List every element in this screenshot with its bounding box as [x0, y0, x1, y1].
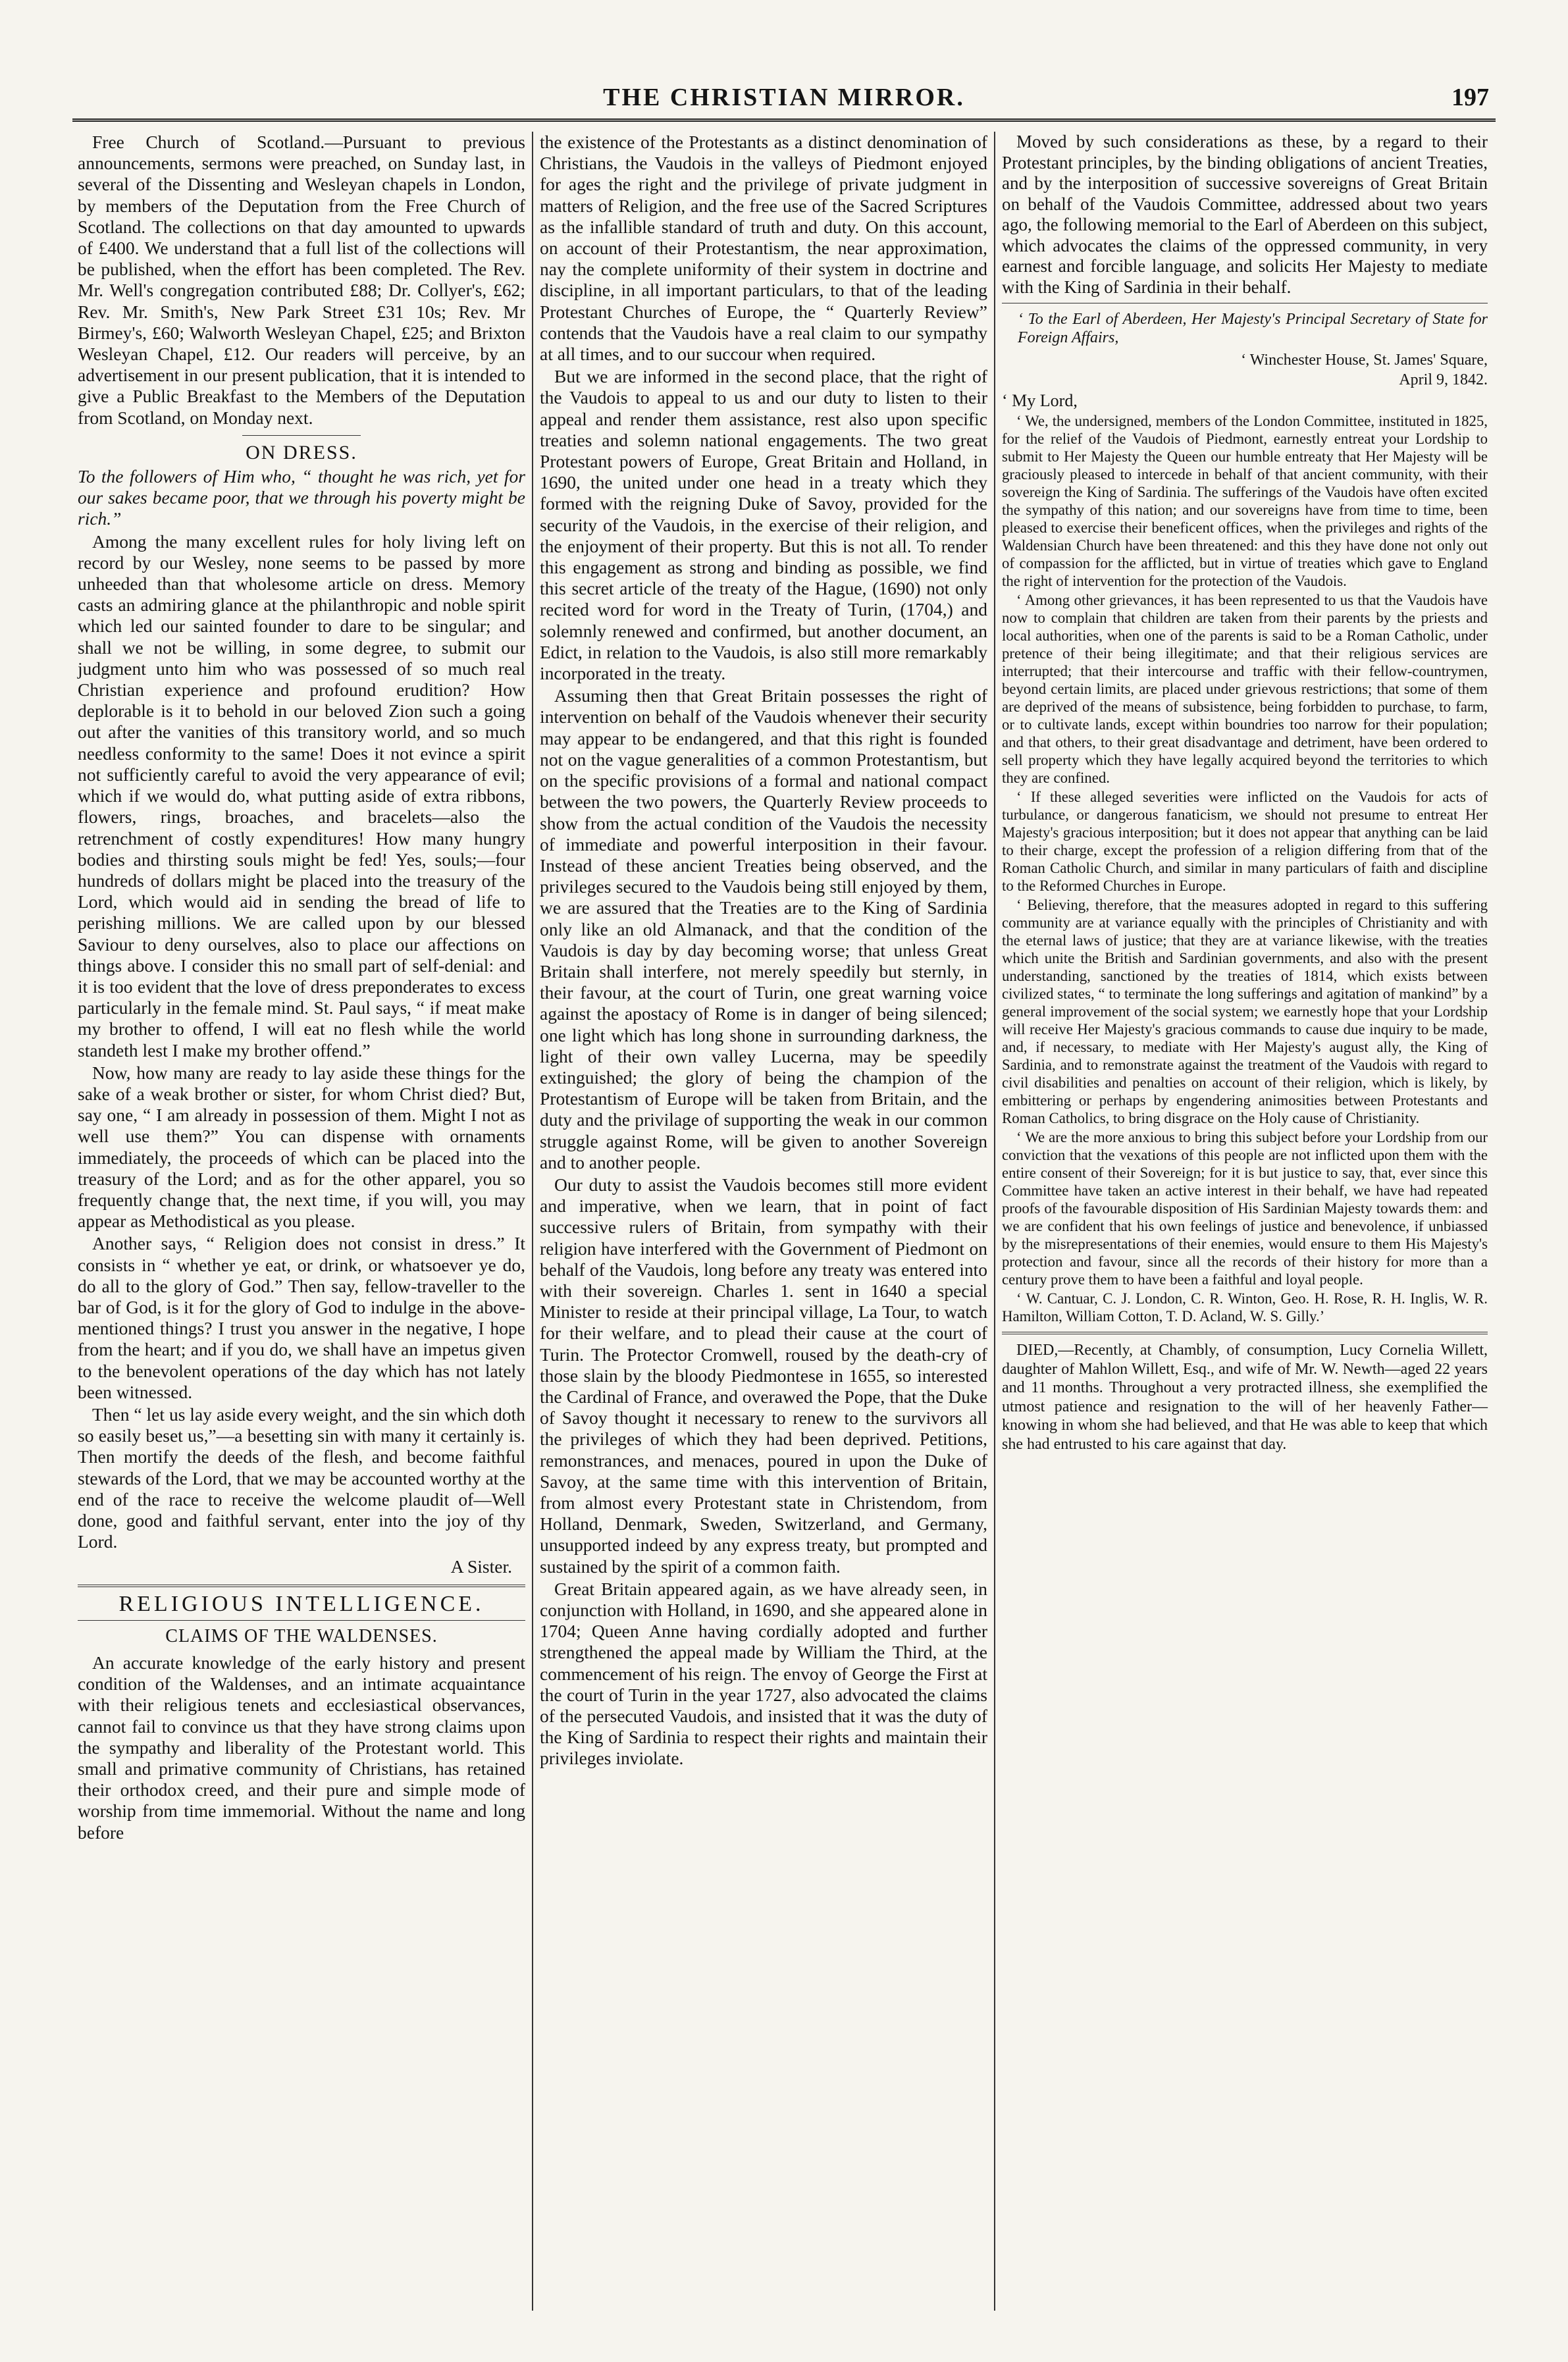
free-church-article: Free Church of Scotland.—Pursuant to previous announcements, sermons were preached, on Sunday last, in several of the Dissenting and Wesleyan chapels in London, by members of the Deputation from the Free Church of Scotland. The collections on that day amounted to upwards of £400. We understand that a full list of the collections will be published, when the effort has been completed. The Rev. Mr. Well's congregation contributed £88; Dr. Collyer's, £62; Rev. Mr. Smith's, New Park Street £31 10s; Rev. Mr Birmey's, £60; Walworth Wesleyan Chapel, £25; and Brixton Wesleyan Chapel, £12. Our readers will perceive, by an advertisement in our present publication, that it is intended to give a Public Breakfast to the Members of the Deputation from Scotland, on Monday next.: [78, 132, 525, 428]
letter-address: ‘ Winchester House, St. James' Square,: [1241, 352, 1488, 369]
column-divider-2: [994, 132, 995, 2311]
dress-paragraph: Another says, “ Religion does not consist in dress.” It consists in “ whether ye eat, or drink, or whatsoever ye do, do all to the glory of God.” Then say, fellow-traveller to the bar of God, is it for the glory of God to indulge in the above-mentioned things? I trust you answer in the negative, I hope from the heart; and if you do, we shall have an impetus given to the benevolent operations of the day which has not lately been witnessed.: [78, 1233, 525, 1402]
divider: [78, 1620, 525, 1621]
header-rule: [72, 118, 1496, 122]
section-rule: [78, 1585, 525, 1587]
claims-title: CLAIMS OF THE WALDENSES.: [165, 1625, 438, 1646]
religious-intelligence-title: RELIGIOUS INTELLIGENCE.: [118, 1591, 484, 1616]
memorial-paragraph: ‘ We, the undersigned, members of the London Committee, instituted in 1825, for the relief of the Vaudois of Piedmont, earnestly entreat your Lordship to submit to Her Majesty the Queen our humble entreaty that Her Majesty will be graciously pleased to intercede in behalf of that ancient community, with their sovereign the King of Sardinia. The sufferings of the Vaudois have often excited the sympathy of this nation; and our sovereigns have from time to time, been pleased to exercise their beneficent offices, when the privileges and rights of the Waldensian Church have been threatened: and this they have done not only out of compassion for the afflicted, but in virtue of treaties which gave to England the right of intervention for the protection of the Vaudois.: [1002, 413, 1488, 589]
claims-paragraph: Assuming then that Great Britain possesses the right of intervention on behalf of the Vaudois whenever their security may appear to be endangered, and that this right is founded not on the vague generalities of a common Protestantism, but on the specific provisions of a formal and national compact between the two powers, the Quarterly Review proceeds to show from the actual condition of the Vaudois the necessity of immediate and powerful interposition in their favour. Instead of these ancient Treaties being observed, and the privileges secured to the Vaudois being still enjoyed by them, we are assured that the Treaties are to the King of Sardinia only like an old Almanack, and that the condition of the Vaudois is day by day becoming worse; that unless Great Britain shall interfere, not merely speedily but sternly, in their favour, at the court of Turin, one great warning voice against the apostacy of Rome is in danger of being silenced; one light which has long shone in surrounding darkness, the light of their own valley Lucerna, may be speedily extinguished; the glory of being the champion of the Protestantism of Europe will be taken from Britain, and the duty and the privilage of supporting the weak in our common struggle against Rome, will be given to another Sovereign and to another people.: [540, 685, 987, 1172]
claims-paragraph: Moved by such considerations as these, by a regard to their Protestant principles, by the binding obligations of ancient Treaties, and by the interposition of successive sovereigns of Great Britain on behalf of the Vaudois Committee, addressed about two years ago, the following memorial to the Earl of Aberdeen on this subject, which advocates the claims of the oppressed community, in very earnest and forcible language, and solicits Her Majesty to mediate with the King of Sardinia in their behalf.: [1002, 132, 1488, 297]
claims-paragraph: Our duty to assist the Vaudois becomes still more evident and imperative, when we learn, that in point of fact successive rulers of Britain, from sympathy with their religion have interfered with the Government of Piedmont on behalf of the Vaudois, long before any treaty was entered into with their sovereign. Charles 1. sent in 1640 a special Minister to reside at their principal village, La Tour, to watch for their welfare, and to plead their cause at the court of Turin. The Protector Cromwell, roused by the death-cry of those slain by the bloody Piedmontese in 1655, so interested the Cardinal of France, and overawed the Pope, that the Duke of Savoy thought it necessary to renew to the survivors all the privileges of which they had been deprived. Petitions, remonstrances, and menaces, poured in upon the Duke of Savoy, at the same time with this intervention of Britain, from almost every Protestant state in Christendom, from Holland, Denmark, Sweden, Switzerland, and Germany, unsupported indeed by any express treaty, but prompted and sustained by the spirit of a common faith.: [540, 1174, 987, 1577]
dress-title: ON DRESS.: [246, 441, 357, 463]
died-notice: DIED,—Recently, at Chambly, of consumption, Lucy Cornelia Willett, daughter of Mahlon Willett, Esq., and wife of Mr. W. Newth—aged 22 years and 11 months. Throughout a very protracted illness, she exemplified the utmost patience and resignation to the will of her heavenly Father—knowing in whom she had believed, and that He was able to keep that which she had entrusted to his care against that day.: [1002, 1342, 1488, 1453]
claims-paragraph: the existence of the Protestants as a distinct denomination of Christians, the Vaudois in the valleys of Piedmont enjoyed for ages the right and the privilege of private judgment in matters of Religion, and the free use of the Sacred Scriptures as the infallible standard of truth and duty. On this account, on account of their Protestantism, the near approximation, nay the complete uniformity of their system in doctrine and discipline, in all important particulars, to that of the leading Protestant Churches of Europe, the “ Quarterly Review” contends that the Vaudois have a real claim to our sympathy at all times, and to our succour when required.: [540, 132, 987, 365]
page-header: [72, 78, 1496, 124]
memorial-paragraph: ‘ Among other grievances, it has been represented to us that the Vaudois have now to complain that children are taken from their parents by the priests and local authorities, when one of the parents is said to be a Roman Catholic, under pretence of their being illegitimate; and that their religious services are interrupted; that their intercourse and traffic with their fellow-countrymen, beyond certain limits, are placed under grievous restrictions; that some of them are deprived of the means of subsistence, being forbidden to purchase, to farm, or to cultivate lands, except within boundries too narrow for their population; and that others, to their great disadvantage and detriment, have been ordered to sell property which they have legally acquired beyond the territories to which they are confined.: [1002, 592, 1488, 786]
letter-recipient: ‘ To the Earl of Aberdeen, Her Majesty's Principal Secretary of State for Foreign Affairs,: [1018, 311, 1488, 346]
dress-paragraph: Among the many excellent rules for holy living left on record by our Wesley, none seems to be passed by more unheeded than that wholesome article on dress. Memory casts an admiring glance at the philanthropic and noble spirit which led our sainted founder to dare to be singular; and shall we not be willing, in some degree, to submit our judgment unto him who was possessed of so much real Christian experience and profound erudition? How deplorable is it to behold in our beloved Zion such a going out after the vanities of this transitory world, and so much needless conformity to the same! Does it not evince a spirit not sufficiently careful to avoid the very appearance of evil; which if we would do, what putting aside of extra ribbons, flowers, rings, broaches, and bracelets—also the retrenchment of costly expenditures! How many hungry bodies and thirsting souls might be fed! Yes, souls;—four hundreds of dollars might be placed into the treasury of the Lord, which would aid in sending the bread of life to perishing millions. We are called upon by our blessed Saviour to deny ourselves, also to place our affections on things above. I consider this no small part of self-denial: and it is too evident that the love of dress preponderates to excess particularly in the female mind. St. Paul says, “ if meat make my brother to offend, I will eat no flesh while the world standeth lest I make my brother offend.”: [78, 531, 525, 1061]
letter-date: April 9, 1842.: [1399, 371, 1488, 388]
column-3: [1002, 132, 1488, 1455]
claims-paragraph: Great Britain appeared again, as we have already seen, in conjunction with Holland, in 1690, and she appeared alone in 1704; Queen Anne having cordially adopted and further strengthened the appeal made by William the Third, at the commencement of his reign. The envoy of George the First at the court of Turin in the year 1727, also advocated the claims of the persecuted Vaudois, and insisted that it was the duty of the King of Sardinia to respect their rights and maintain their privileges inviolate.: [540, 1578, 987, 1769]
masthead: THE CHRISTIAN MIRROR.: [603, 84, 965, 111]
dress-signature: A Sister.: [450, 1556, 512, 1577]
divider: [242, 435, 361, 436]
column-1: [78, 132, 525, 1845]
memorial-paragraph: ‘ We are the more anxious to bring this subject before your Lordship from our conviction that the vexations of this people are not inflicted upon them with the entire consent of their Sovereign; for it is but justice to say, that, ever since this Committee have taken an active interest in their behalf, we have had repeated proofs of the favourable disposition of His Sardinian Majesty towards them: and we are confident that his own feelings of justice and benevolence, if unbiassed by the misrepresentations of their enemies, would ensure to them His Majesty's protection and favour, since all the records of their history for more than a century prove them to have been a faithful and loyal people.: [1002, 1129, 1488, 1288]
letter-salutation: ‘ My Lord,: [1002, 391, 1078, 410]
column-divider-1: [532, 132, 533, 2311]
memorial-signatories: ‘ W. Cantuar, C. J. London, C. R. Winton, Geo. H. Rose, R. H. Inglis, W. R. Hamilton, William Cotton, T. D. Acland, W. S. Gilly.’: [1002, 1290, 1488, 1325]
claims-paragraph: But we are informed in the second place, that the right of the Vaudois to appeal to us and our duty to listen to their appeal and render them assistance, rest also upon specific treaties and solemn national engagements. The two great Protestant powers of Europe, Great Britain and Holland, in 1690, the united under one head in a treaty which they formed with the reigning Duke of Savoy, provided for the security of the Vaudois, in the exercise of their religion, and the enjoyment of their property. But this is not all. To render this engagement as strong and binding as possible, we find this secret article of the treaty of the Hague, (1690) not only recited word for word in the Treaty of Turin, (1704,) and solemnly renewed and confirmed, but another document, an Edict, in relation to the Vaudois, is also still more remarkably incorporated in the treaty.: [540, 366, 987, 684]
dress-paragraph: Now, how many are ready to lay aside these things for the sake of a weak brother or sister, for whom Christ died? But, say one, “ I am already in possession of them. Might I not as well use them?” You can dispense with ornaments immediately, the proceeds of which can be placed into the treasury of the Lord; and as for the other apparel, you so frequently change that, the next time, if you will, you may appear as Methodistical as you please.: [78, 1062, 525, 1232]
memorial-paragraph: ‘ Believing, therefore, that the measures adopted in regard to this suffering community are at variance equally with the principles of Christianity and with the eternal laws of justice; that they are at variance likewise, with the treaties which unite the British and Sardinian governments, and also with the present understanding, sanctioned by the treaties of 1814, which exists between civilized states, “ to terminate the long sufferings and agitation of mankind” by a general improvement of the social system; we earnestly hope that your Lordship will receive Her Majesty's gracious commands to cause due inquiry to be made, and, if necessary, to mediate with Her Majesty's august ally, the King of Sardinia, and to remonstrate against the treatment of the Vaudois with regard to civil disabilities and penalties on account of their religion, which is likely, by embittering or perhaps by engendering animosities between Protestants and Roman Catholics, to bring disgrace on the Holy cause of Christianity.: [1002, 897, 1488, 1126]
dress-paragraph: Then “ let us lay aside every weight, and the sin which doth so easily beset us,”—a besetting sin with many it certainly is. Then mortify the deeds of the flesh, and become faithful stewards of the Lord, that we may be accounted worthy at the end of the race to receive the welcome plaudit of—Well done, good and faithful servant, enter into the joy of thy Lord.: [78, 1404, 525, 1552]
section-rule: [1002, 1332, 1488, 1334]
column-2: [540, 132, 987, 1771]
memorial-paragraph: ‘ If these alleged severities were inflicted on the Vaudois for acts of turbulance, or dangerous fanaticism, we should not presume to entreat Her Majesty's gracious interposition; but it does not appear that anything can be laid to their charge, except the profession of a religion differing from that of the Roman Catholic Church, and similar in many particulars of faith and discipline to the Reformed Churches in Europe.: [1002, 789, 1488, 894]
claims-paragraph: An accurate knowledge of the early history and present condition of the Waldenses, and an intimate acquaintance with their religious tenets and ecclesiastical observances, cannot fail to convince us that they have strong claims upon the sympathy and liberality of the Protestant world. This small and primative community of Christians, has retained their orthodox creed, and their pure and simple mode of worship from time immemorial. Without the name and long before: [78, 1652, 525, 1843]
dress-epigraph: To the followers of Him who, “ thought he was rich, yet for our sakes became poor, that we through his poverty might be rich.”: [78, 466, 525, 529]
page-number: 197: [1451, 84, 1489, 111]
